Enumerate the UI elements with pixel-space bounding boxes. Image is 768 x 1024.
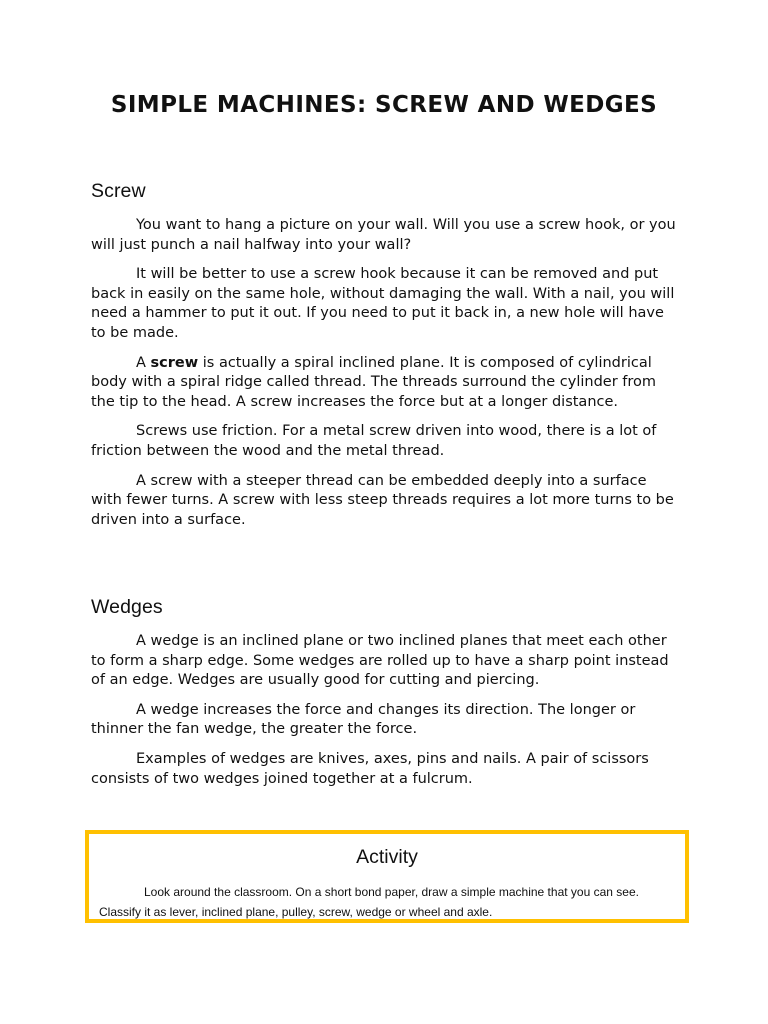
screw-paragraph-3-body: is actually a spiral inclined plane. It is composed of cylindrical body with a spiral ridge called thread. The threads surround the cylinder from the tip to the head. A screw increases the force but at a longer distance. [91, 354, 657, 410]
screw-paragraph-1: You want to hang a picture on your wall. Will you use a screw hook, or you will just punch a nail halfway into your wall? [91, 217, 676, 253]
activity-heading: Activity [356, 846, 418, 868]
wedges-paragraph-2: A wedge increases the force and changes its direction. The longer or thinner the fan wedge, the greater the force. [91, 701, 636, 738]
screw-paragraph-3-lead: A [136, 354, 151, 371]
wedges-section [91, 596, 681, 799]
screw-paragraph-4: Screws use friction. For a metal screw driven into wood, there is a lot of friction between the wood and the metal thread. [91, 423, 657, 459]
wedges-paragraph-1: A wedge is an inclined plane or two inclined planes that meet each other to form a sharp edge. Some wedges are rolled up to have a sharp point instead of an edge. Wedges are usually good for cutting and piercing. [91, 633, 669, 689]
screw-paragraph-2: It will be better to use a screw hook because it can be removed and put back in easily on the same hole, without damaging the wall. With a nail, you will need a hammer to put it out. If you need to put it back in, a new hole will have to be made. [91, 266, 675, 341]
activity-box [85, 830, 689, 923]
screw-section [91, 180, 681, 540]
screw-term: screw [150, 354, 199, 371]
activity-text: Look around the classroom. On a short bond paper, draw a simple machine that you can see. Classify it as lever, inclined plane, pulley, screw, wedge or wheel and axle. [99, 885, 639, 919]
screw-paragraph-5: A screw with a steeper thread can be embedded deeply into a surface with fewer turns. A screw with less steep threads requires a lot more turns to be driven into a surface. [91, 472, 674, 528]
screw-paragraph-3 [91, 354, 681, 413]
wedges-paragraph-3: Examples of wedges are knives, axes, pins and nails. A pair of scissors consists of two wedges joined together at a fulcrum. [91, 750, 649, 787]
screw-heading: Screw [91, 180, 146, 202]
wedges-heading: Wedges [91, 596, 163, 618]
page-title: SIMPLE MACHINES: SCREW AND WEDGES [110, 92, 658, 118]
